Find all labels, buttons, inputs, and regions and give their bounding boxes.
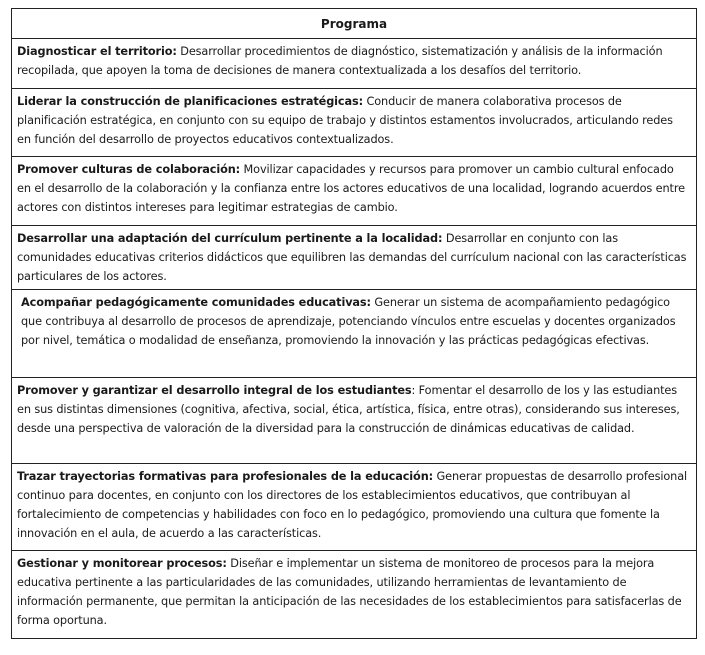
table-row-liderar xyxy=(12,89,696,157)
table-row-curriculum xyxy=(12,226,696,290)
row-title: Trazar trayectorias formativas para profesionales de la educación: xyxy=(17,470,434,483)
table-row-diagnosticar xyxy=(12,39,696,89)
row-text: Diseñar e implementar un sistema de monitoreo de procesos para la mejora educativa pertinente a las particularidades de las comunidades, utilizando herramientas de levantamiento de información permanente, que permitan la anticipación de las necesidades de los establecimientos para satisfacerlas de forma oportuna. xyxy=(17,557,682,627)
table-header: Programa xyxy=(12,9,696,39)
row-text: Movilizar capacidades y recursos para promover un cambio cultural enfocado en el desarrollo de la colaboración y la confianza entre los actores educativos de una localidad, logrando acuerdos entre actores con distintos intereses para legitimar estrategias de cambio. xyxy=(17,163,685,214)
table-row-promover-culturas xyxy=(12,157,696,226)
row-text: Generar un sistema de acompañamiento pedagógico que contribuya al desarrollo de procesos de aprendizaje, potenciando vínculos entre escuelas y docentes organizados por nivel, temática o modalidad de enseñanza, promoviendo la innovación y las prácticas pedagógicas efectivas. xyxy=(21,296,676,347)
row-title: Promover y garantizar el desarrollo integral de los estudiantes xyxy=(17,384,412,397)
table-row-acompanar xyxy=(12,290,696,378)
row-title: Desarrollar una adaptación del currículum pertinente a la localidad: xyxy=(17,232,443,245)
row-title: Gestionar y monitorear procesos: xyxy=(17,557,227,570)
table-row-gestionar xyxy=(12,551,696,638)
row-text: Conducir de manera colaborativa procesos de planificación estratégica, en conjunto con su equipo de trabajo y distintos estamentos involucrados, articulando redes en función del desarrollo de proyectos educativos contextualizados. xyxy=(17,95,673,146)
table-row-desarrollo-integral xyxy=(12,378,696,464)
row-title: Liderar la construcción de planificaciones estratégicas: xyxy=(17,95,364,108)
row-text: Generar propuestas de desarrollo profesional continuo para docentes, en conjunto con los directores de los establecimientos educativos, que contribuyan al fortalecimiento de competencias y habilidades con foco en lo pedagógico, promoviendo una cultura que fomente la innovación en el aula, de acuerdo a las características. xyxy=(17,470,688,540)
programa-table xyxy=(11,8,697,639)
row-text: Desarrollar en conjunto con las comunidades educativas criterios didácticos que equilibren las demandas del currículum nacional con las características particulares de los actores. xyxy=(17,232,687,283)
table-row-trayectorias xyxy=(12,464,696,551)
row-title: Promover culturas de colaboración: xyxy=(17,163,241,176)
row-title: Diagnosticar el territorio: xyxy=(17,45,177,58)
row-text: : Fomentar el desarrollo de los y las estudiantes en sus distintas dimensiones (cognitiva, afectiva, social, ética, artística, física, entre otras), considerando sus intereses, desde una perspectiva de valoración de la diversidad para la construcción de dinámicas educativas de calidad. xyxy=(17,384,680,435)
row-title: Acompañar pedagógicamente comunidades educativas: xyxy=(21,296,371,309)
row-text: Desarrollar procedimientos de diagnóstico, sistematización y análisis de la información recopilada, que apoyen la toma de decisiones de manera contextualizada a los desafíos del territorio. xyxy=(17,45,663,77)
